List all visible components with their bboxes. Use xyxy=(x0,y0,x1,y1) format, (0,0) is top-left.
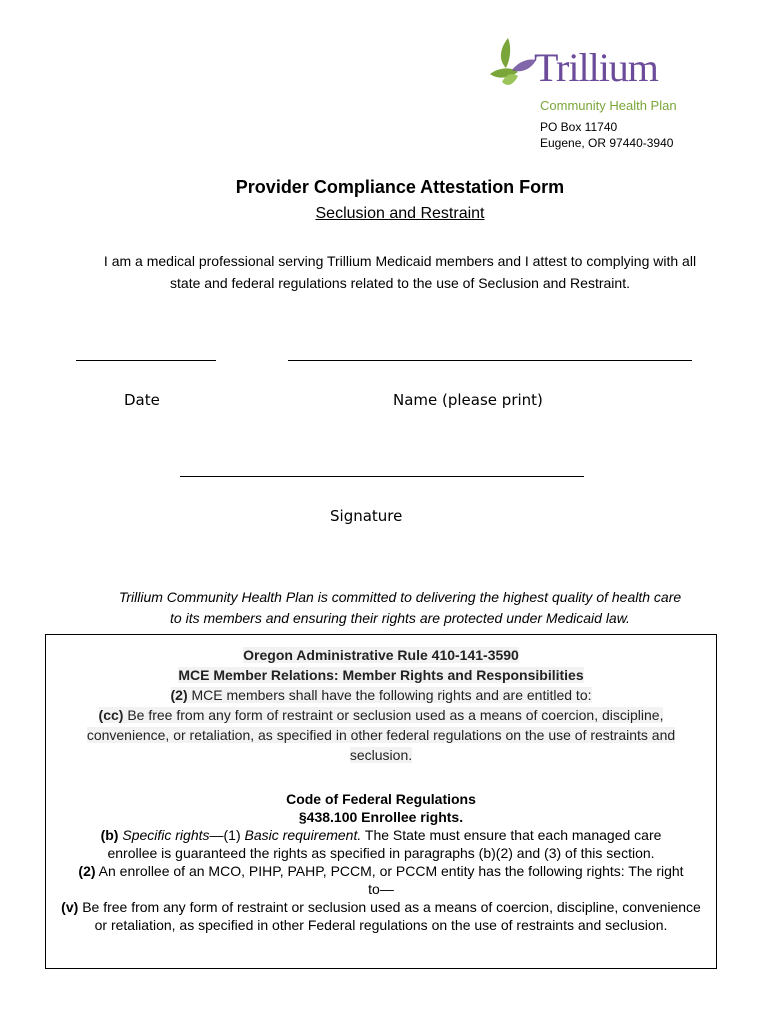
trillium-logo xyxy=(488,34,698,114)
form-title: Provider Compliance Attestation Form xyxy=(235,177,565,197)
cfr-section xyxy=(46,790,716,934)
trillium-flower-icon xyxy=(488,34,538,94)
date-label: Date xyxy=(124,391,160,409)
logo-wordmark: Trillium xyxy=(534,45,658,90)
cfr-item-v: (v) Be free from any form of restraint or seclusion used as a means of coercion, discipline, convenience or retaliation, as specified in other Federal regulations on the use of restraints and seclusion. xyxy=(61,899,701,933)
address-line-2: Eugene, OR 97440-3940 xyxy=(540,136,674,150)
oar-item-cc: (cc) Be free from any form of restraint or seclusion used as a means of coercion, discipline, convenience, or retaliation, as specified in other federal regulations on the use of restraints and seclusion. xyxy=(86,707,676,763)
form-subtitle: Seclusion and Restraint xyxy=(315,205,485,222)
date-line[interactable] xyxy=(76,360,216,361)
oar-subheading: MCE Member Relations: Member Rights and Responsibilities xyxy=(178,667,584,683)
logo-subtitle: Community Health Plan xyxy=(540,98,677,113)
oar-item-2: (2) MCE members shall have the following rights and are entitled to: xyxy=(170,687,592,703)
cfr-heading: Code of Federal Regulations xyxy=(286,791,476,807)
commitment-statement xyxy=(80,587,720,629)
commitment-line-2: to its members and ensuring their rights are protected under Medicaid law. xyxy=(170,610,630,626)
cfr-item-2: (2) An enrollee of an MCO, PIHP, PAHP, PCCM, or PCCM entity has the following rights: The right to— xyxy=(78,863,684,897)
attestation-statement: I am a medical professional serving Trillium Medicaid members and I attest to complying with all state and federal regulations related to the use of Seclusion and Restraint. xyxy=(103,253,697,291)
mailing-address xyxy=(540,119,673,151)
commitment-line-1: Trillium Community Health Plan is committed to delivering the highest quality of health care xyxy=(118,589,682,605)
signature-label: Signature xyxy=(330,507,403,525)
name-line[interactable] xyxy=(288,360,692,361)
oar-section xyxy=(46,645,716,765)
oar-heading: Oregon Administrative Rule 410-141-3590 xyxy=(243,647,519,663)
signature-line[interactable] xyxy=(180,476,584,477)
name-label: Name (please print) xyxy=(393,391,543,409)
regulations-box xyxy=(45,634,717,969)
address-line-1: PO Box 11740 xyxy=(540,120,618,134)
cfr-item-b: (b) Specific rights—(1) Basic requirement. The State must ensure that each managed care enrollee is guaranteed the rights as specified in paragraphs (b)(2) and (3) of this section. xyxy=(100,827,662,861)
cfr-section-title: §438.100 Enrollee rights. xyxy=(298,809,464,825)
